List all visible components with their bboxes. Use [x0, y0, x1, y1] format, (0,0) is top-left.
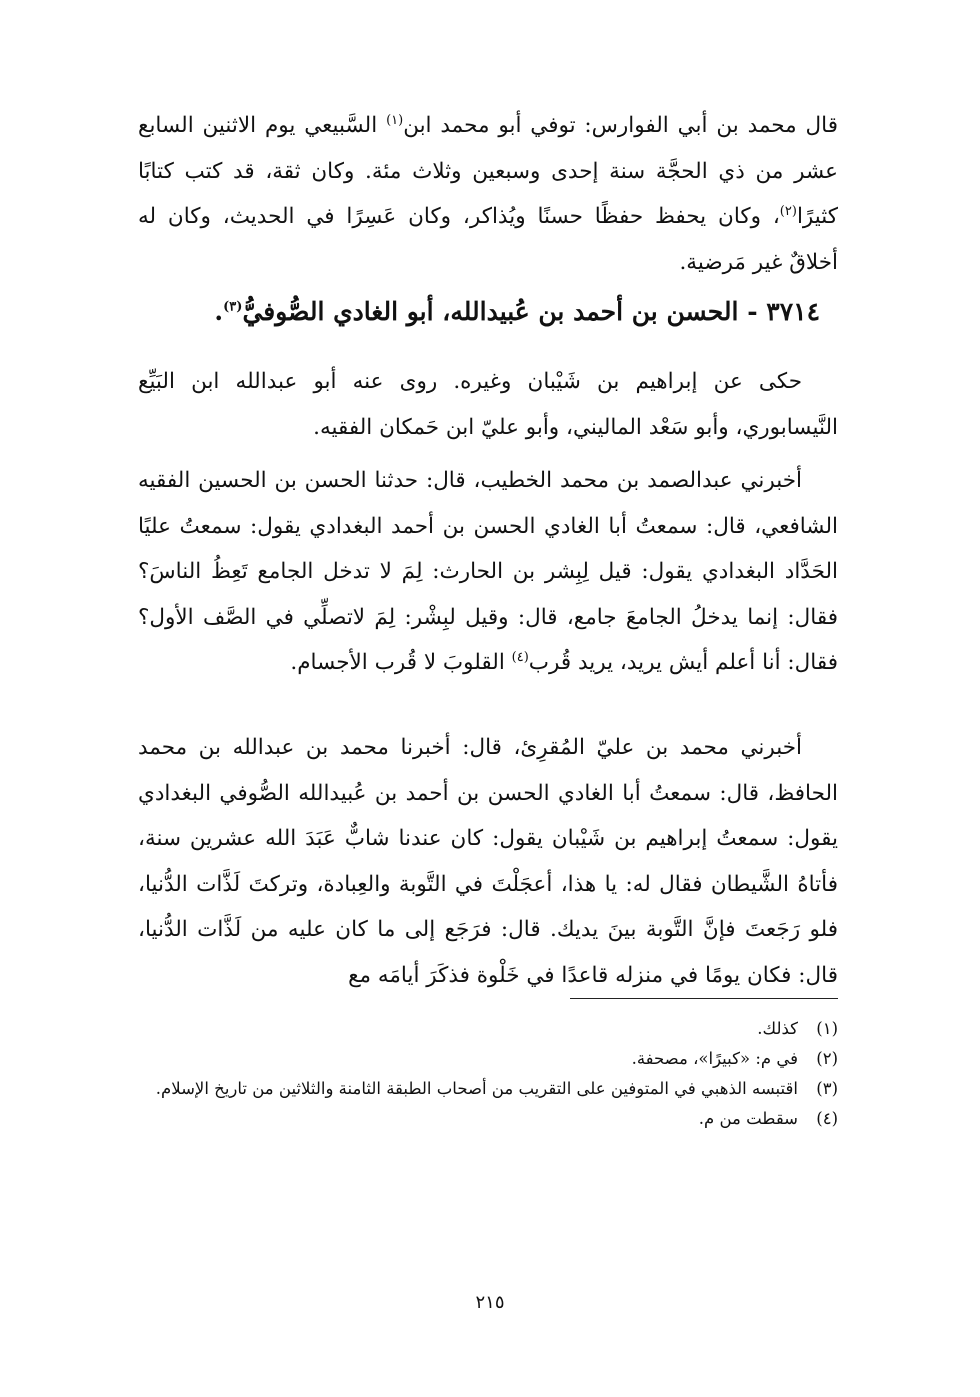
paragraph-text: السَّبيعي يوم الاثنين السابع عشر من ذي الحجَّة سنة إحدى وسبعين وثلاث مئة. وكان ثقة، قد كتب كتابًا كثيرًا — [138, 113, 838, 229]
heading-end: . — [214, 297, 224, 326]
paragraph-ibrahim-report — [138, 725, 838, 998]
footnote-item — [138, 1074, 838, 1104]
footnote-number: (١) — [816, 1019, 838, 1038]
footnote-text: اقتبسه الذهبي في المتوفين على التقريب من أصحاب الطبقة الثامنة والثلاثين من تاريخ الإسلام. — [155, 1079, 798, 1098]
footnotes-list — [138, 1014, 838, 1134]
paragraph-text: ، وكان يحفظ حفظًا حسنًا ويُذاكر، وكان عَسِرًا في الحديث، وكان له أخلاقٌ غير مَرضية. — [138, 204, 838, 275]
paragraph-narrators — [138, 359, 838, 450]
paragraph-bishr-report — [138, 458, 838, 686]
page-number: ٢١٥ — [475, 1292, 505, 1313]
paragraph-text: أخبرني عبدالصمد بن محمد الخطيب، قال: حدثنا الحسن بن الحسين الفقيه الشافعي، قال: سمعتُ أبا الغادي الحسن بن أحمد البغدادي يقول: سمعتُ عليًا الحَدَّاد البغدادي يقول: قيل لِبِشر بن الحارث: لِمَ لا تدخل الجامع تَعِظُ الناسَ؟ فقال: إنما يدخلُ الجامعَ جامع، قال: وقيل لبِشْر: لِمَ لاتصلِّي في الصَّف الأول؟ فقال: أنا أعلم أيش يريد، يريد قُرب — [138, 468, 838, 675]
footnote-ref-4: (٤) — [511, 649, 529, 665]
footnote-divider — [570, 998, 838, 999]
footnote-text: كذلك. — [757, 1019, 798, 1038]
footnote-number: (٣) — [816, 1079, 838, 1098]
footnote-text: سقطت من م. — [698, 1109, 798, 1128]
footnote-item — [138, 1014, 838, 1044]
footnote-ref-1: (١) — [386, 112, 404, 128]
footnote-number: (٢) — [816, 1049, 838, 1068]
paragraph-text: قال محمد بن أبي الفوارس: توفي أبو محمد ابن — [403, 113, 838, 138]
paragraph-text: أخبرني محمد بن عليّ المُقرِئ، قال: أخبرنا محمد بن عبدالله بن محمد الحافظ، قال: سمعتُ أبا الغادي الحسن بن أحمد بن عُبيدالله الصُّوفي البغدادي يقول: سمعتُ إبراهيم بن شَيْبان يقول: كان عندنا شابٌّ عَبَدَ الله عشرين سنة، فأتاهُ الشَّيطان فقال له: يا هذا، أعجَلْتَ في التَّوبة والعِبادة، وتركتَ لَذَّات الدُّنيا، فلو رَجَعتَ فإنَّ التَّوبة بينَ يديك. قال: فرَجَع إلى ما كان عليه من لَذَّات الدُّنيا، قال: فكان يومًا في منزله قاعدًا في خَلْوة فذكَرَ أيامَه مع — [138, 735, 838, 988]
footnote-item — [138, 1104, 838, 1134]
footnote-ref-2: (٢) — [779, 203, 797, 219]
biography-heading — [140, 287, 820, 337]
footnote-ref-3: (٣) — [223, 299, 243, 315]
footnote-text: في م: «كبيرًا»، مصحفة. — [631, 1049, 798, 1068]
paragraph-text: القلوبَ لا قُرب الأجسام. — [290, 650, 512, 675]
paragraph-death-note — [138, 103, 838, 285]
paragraph-text: حكى عن إبراهيم بن شَيْبان وغيره. روى عنه أبو عبدالله ابن البَيِّع النَّيسابوري، وأبو سَعْد الماليني، وأبو عليّ ابن حَمكان الفقيه. — [138, 369, 838, 440]
footnote-item — [138, 1044, 838, 1074]
heading-text: ٣٧١٤ - الحسن بن أحمد بن عُبيدالله، أبو الغادي الصُّوفيُّ — [242, 297, 820, 326]
footnote-number: (٤) — [816, 1109, 838, 1128]
